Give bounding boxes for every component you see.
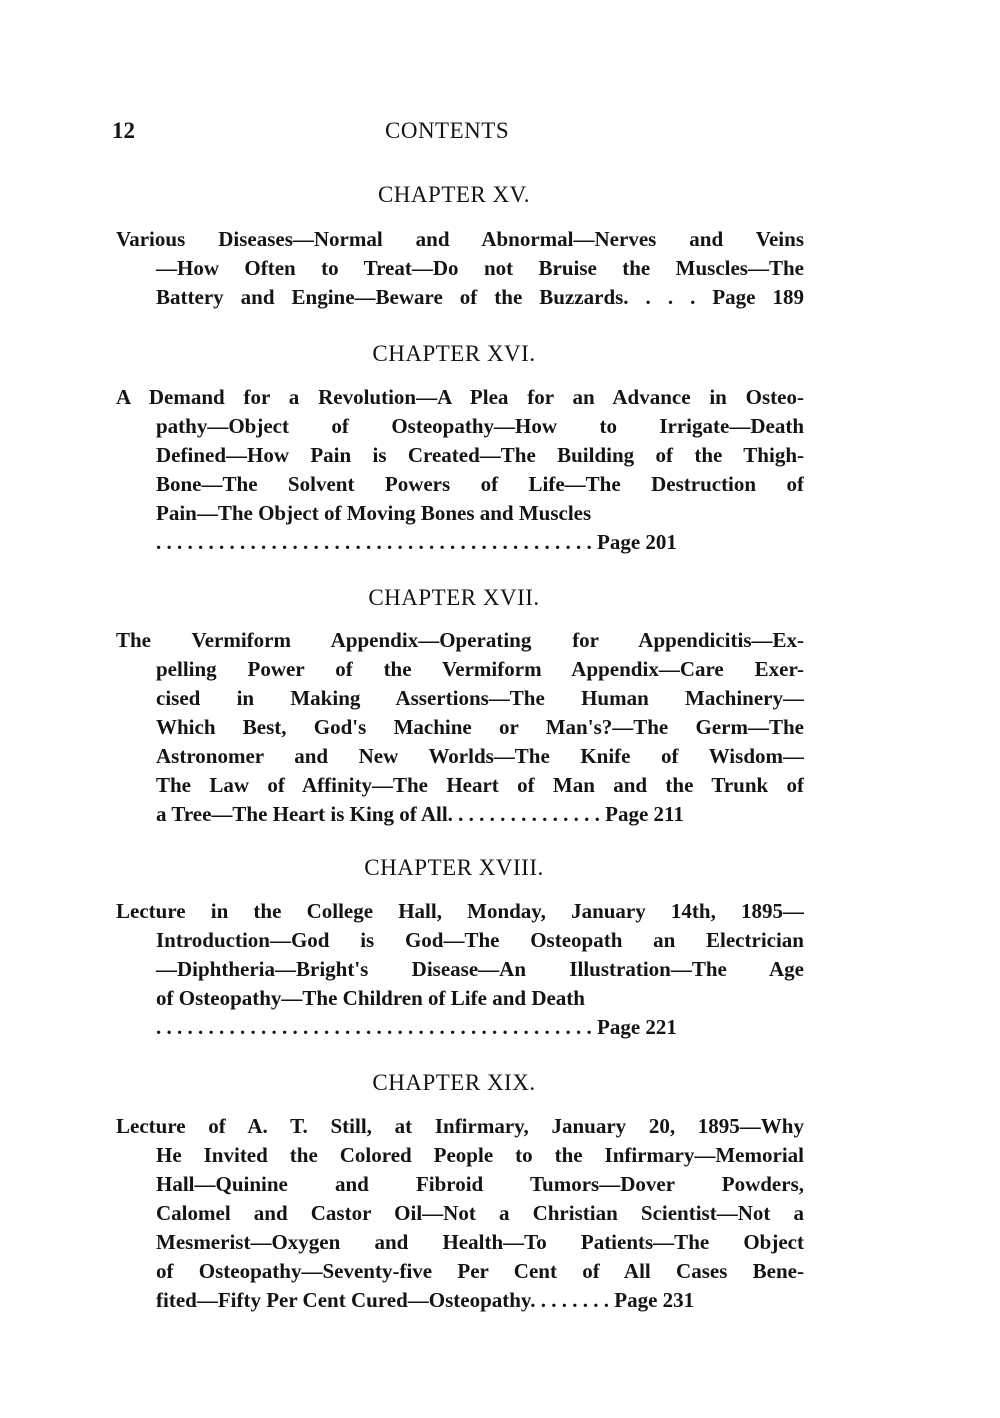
summary-line: Lecture of A. T. Still, at Infirmary, January 20, 1895—Why [116, 1114, 804, 1138]
summary-line: Bone—The Solvent Powers of Life—The Destruction of [156, 472, 804, 496]
chapter-heading-xviii: CHAPTER XVIII. [364, 855, 544, 880]
chapter-summary-xv [116, 225, 804, 312]
chapter-heading-xvii: CHAPTER XVII. [368, 585, 540, 610]
summary-line: —How Often to Treat—Do not Bruise the Muscles—The [156, 256, 804, 280]
summary-line: pelling Power of the Vermiform Appendix—Care Exer- [156, 657, 804, 681]
summary-line: Battery and Engine—Beware of the Buzzards. . . . Page 189 [156, 285, 804, 309]
summary-line: fited—Fifty Per Cent Cured—Osteopathy. . . . . . . . Page 231 [156, 1288, 695, 1312]
chapter-summary-xviii [116, 897, 804, 1042]
summary-line: Hall—Quinine and Fibroid Tumors—Dover Powders, [156, 1172, 804, 1196]
chapter-summary-xvii [116, 626, 804, 829]
summary-line: of Osteopathy—Seventy-five Per Cent of All Cases Bene- [156, 1259, 804, 1283]
summary-line: . . . . . . . . . . . . . . . . . . . . . . . . . . . . . . . . . . . . . . . . . . Page 201 [156, 530, 677, 554]
summary-line: He Invited the Colored People to the Infirmary—Memorial [156, 1143, 804, 1167]
chapter-summary-xvi [116, 383, 804, 557]
chapter-heading-xv: CHAPTER XV. [377, 182, 531, 207]
running-head: CONTENTS [385, 118, 510, 143]
chapter-heading-xix: CHAPTER XIX. [372, 1070, 536, 1095]
summary-line: A Demand for a Revolution—A Plea for an Advance in Osteo- [116, 385, 804, 409]
summary-line: The Vermiform Appendix—Operating for Appendicitis—Ex- [116, 628, 804, 652]
chapter-summary-xix [116, 1112, 804, 1315]
summary-line: Which Best, God's Machine or Man's?—The Germ—The [156, 715, 804, 739]
summary-line: Astronomer and New Worlds—The Knife of Wisdom— [156, 744, 804, 768]
summary-line: of Osteopathy—The Children of Life and Death [156, 986, 585, 1010]
summary-line: Lecture in the College Hall, Monday, January 14th, 1895— [116, 899, 804, 923]
summary-line: pathy—Object of Osteopathy—How to Irrigate—Death [156, 414, 804, 438]
page-number: 12 [112, 118, 135, 143]
summary-line: Calomel and Castor Oil—Not a Christian Scientist—Not a [156, 1201, 804, 1225]
summary-line: Various Diseases—Normal and Abnormal—Nerves and Veins [116, 227, 804, 251]
summary-line: Introduction—God is God—The Osteopath an Electrician [156, 928, 804, 952]
summary-line: —Diphtheria—Bright's Disease—An Illustration—The Age [156, 957, 804, 981]
summary-line: . . . . . . . . . . . . . . . . . . . . . . . . . . . . . . . . . . . . . . . . . . Page 221 [156, 1015, 677, 1039]
summary-line: The Law of Affinity—The Heart of Man and the Trunk of [156, 773, 804, 797]
summary-line: Pain—The Object of Moving Bones and Muscles [156, 501, 592, 525]
summary-line: Mesmerist—Oxygen and Health—To Patients—The Object [156, 1230, 804, 1254]
summary-line: cised in Making Assertions—The Human Machinery— [156, 686, 804, 710]
summary-line: a Tree—The Heart is King of All. . . . . . . . . . . . . . . Page 211 [156, 802, 684, 826]
chapter-heading-xvi: CHAPTER XVI. [372, 341, 536, 366]
summary-line: Defined—How Pain is Created—The Building of the Thigh- [156, 443, 804, 467]
